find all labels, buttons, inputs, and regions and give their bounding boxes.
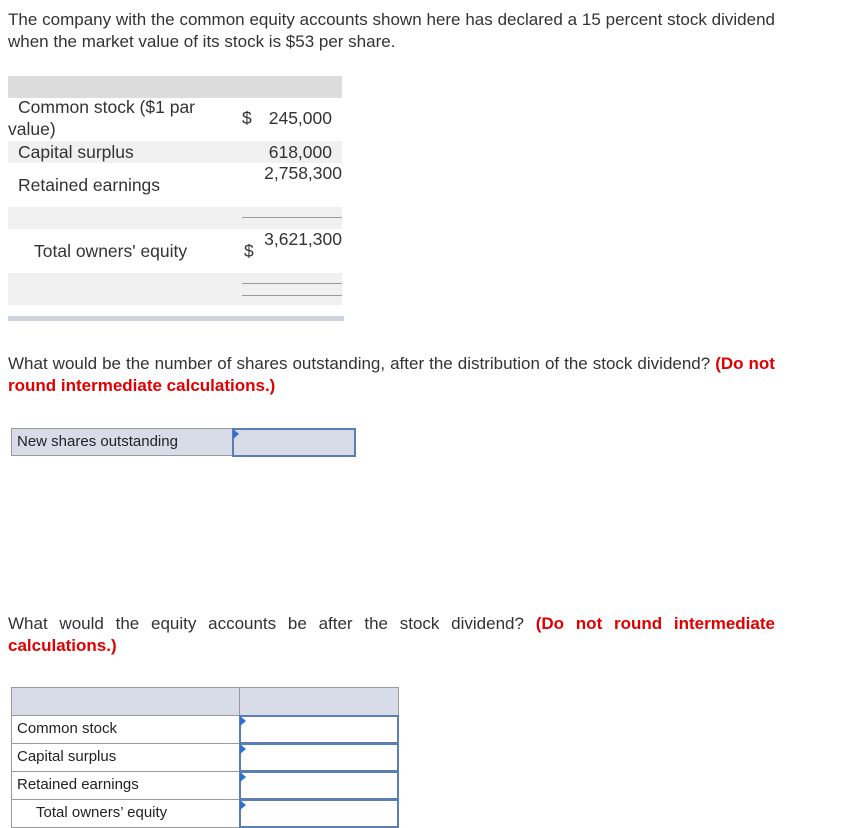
retained-earnings-label: Retained earnings — [18, 175, 161, 195]
table-bottom-bar — [8, 316, 344, 321]
answer-header-right — [239, 687, 399, 716]
common-stock-input[interactable] — [241, 717, 397, 742]
input-flag-icon — [240, 800, 246, 810]
input-flag-icon — [240, 772, 246, 782]
common-stock-label-line1: Common stock ($1 par — [18, 97, 196, 117]
capital-surplus-label: Capital surplus — [18, 142, 134, 162]
subtotal-rule — [242, 217, 342, 218]
input-flag-icon — [240, 744, 246, 754]
answer-label-retained-earnings: Retained earnings — [11, 771, 240, 800]
input-flag-icon — [240, 716, 246, 726]
answer-label-capital-surplus: Capital surplus — [11, 743, 240, 772]
retained-earnings-input-cell[interactable] — [239, 771, 399, 800]
capital-surplus-input-cell[interactable] — [239, 743, 399, 772]
new-shares-label: New shares outstanding — [11, 428, 234, 456]
double-rule-top — [242, 283, 342, 284]
total-equity-input-cell[interactable] — [239, 799, 399, 828]
total-equity-value: 3,621,300 — [264, 229, 342, 249]
intro-paragraph — [8, 9, 775, 53]
question-2-note: (Do not round intermediate calculations.) — [8, 614, 775, 655]
new-shares-input[interactable] — [234, 430, 354, 455]
common-stock-input-cell[interactable] — [239, 715, 399, 744]
input-flag-icon — [233, 429, 239, 439]
common-stock-currency: $ — [242, 108, 252, 128]
answer-label-common-stock: Common stock — [11, 715, 240, 744]
total-equity-currency: $ — [244, 241, 254, 261]
answer-header-left — [11, 687, 240, 716]
common-stock-value: 245,000 — [268, 108, 332, 128]
retained-earnings-input[interactable] — [241, 773, 397, 798]
total-equity-input[interactable] — [241, 801, 397, 826]
question-2-text: What would the equity accounts be after the stock dividend? — [8, 614, 524, 633]
question-1 — [8, 353, 775, 397]
retained-earnings-value: 2,758,300 — [264, 163, 342, 183]
new-shares-input-cell[interactable] — [232, 428, 356, 457]
table-header-band — [8, 76, 342, 98]
total-equity-label: Total owners' equity — [34, 241, 188, 261]
question-2 — [8, 613, 775, 657]
capital-surplus-value: 618,000 — [268, 142, 332, 162]
answer-label-total-equity: Total owners’ equity — [11, 799, 240, 828]
table-band — [8, 273, 342, 305]
double-rule-bottom — [242, 295, 342, 296]
table-band — [8, 207, 342, 229]
question-1-note: (Do not round intermediate calculations.) — [8, 354, 775, 395]
capital-surplus-input[interactable] — [241, 745, 397, 770]
question-1-text: What would be the number of shares outstanding, after the distribution of the stock dividend? — [8, 354, 711, 373]
intro-text: The company with the common equity accounts shown here has declared a 15 percent stock dividend when the market value of its stock is $53 per share. — [8, 10, 775, 51]
common-stock-label-line2: value) — [8, 119, 56, 139]
